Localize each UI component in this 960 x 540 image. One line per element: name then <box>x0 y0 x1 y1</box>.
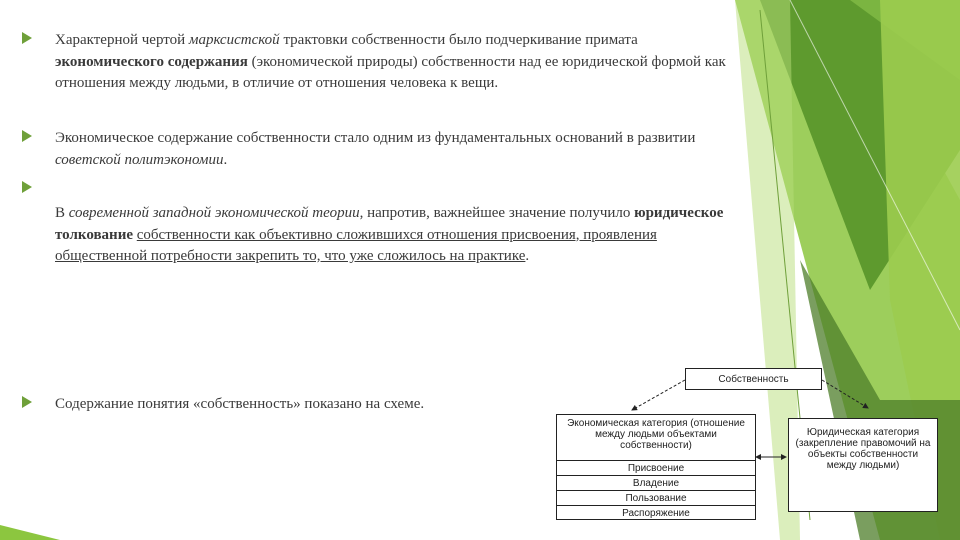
text: (экономической природы) собственности над ее юридической формой как отношения между людьми, в отличие от отношения человека к вещи. <box>55 53 726 91</box>
diagram-node-property <box>685 368 822 390</box>
bold-term: экономического содержания <box>55 53 248 70</box>
emphasis: советской политэкономии <box>55 151 224 168</box>
text: Экономическое содержание собственности стало одним из фундаментальных оснований в развитии <box>55 130 696 146</box>
text: Характерной чертой <box>55 32 189 48</box>
diagram-node-legal <box>788 418 938 512</box>
text: В <box>55 205 69 221</box>
text: . <box>223 151 228 168</box>
text: Содержание понятия «собственность» показано на схеме. <box>55 396 425 412</box>
row-label: Владение <box>632 478 680 489</box>
economic-header <box>557 415 755 461</box>
emphasis: марксистской <box>188 32 280 48</box>
node-label: Собственность <box>718 374 789 385</box>
bold-term: юридическое толкование <box>55 205 724 243</box>
emphasis: современной западной экономической теории <box>68 205 360 221</box>
text: трактовки собственности было подчеркивание примата <box>279 32 638 48</box>
node-label: Экономическая категория (отношение между людьми объектами собственности) <box>567 418 745 451</box>
node-label: Юридическая категория (закрепление правомочий на объекты собственности между людьми) <box>795 427 931 471</box>
row-label: Распоряжение <box>622 508 690 519</box>
diagram-node-economic <box>556 414 756 520</box>
text: . <box>525 248 530 264</box>
economic-row <box>557 491 755 506</box>
underlined-text: собственности как объективно сложившихся отношения присвоения, проявления общественной потребности закрепить то, что уже сложилось на практике <box>55 226 657 264</box>
economic-row <box>557 506 755 521</box>
row-label: Пользование <box>625 493 687 504</box>
text: , напротив, важнейшее значение получило <box>359 205 635 221</box>
row-label: Присвоение <box>627 463 685 474</box>
economic-row <box>557 476 755 491</box>
economic-row <box>557 461 755 476</box>
